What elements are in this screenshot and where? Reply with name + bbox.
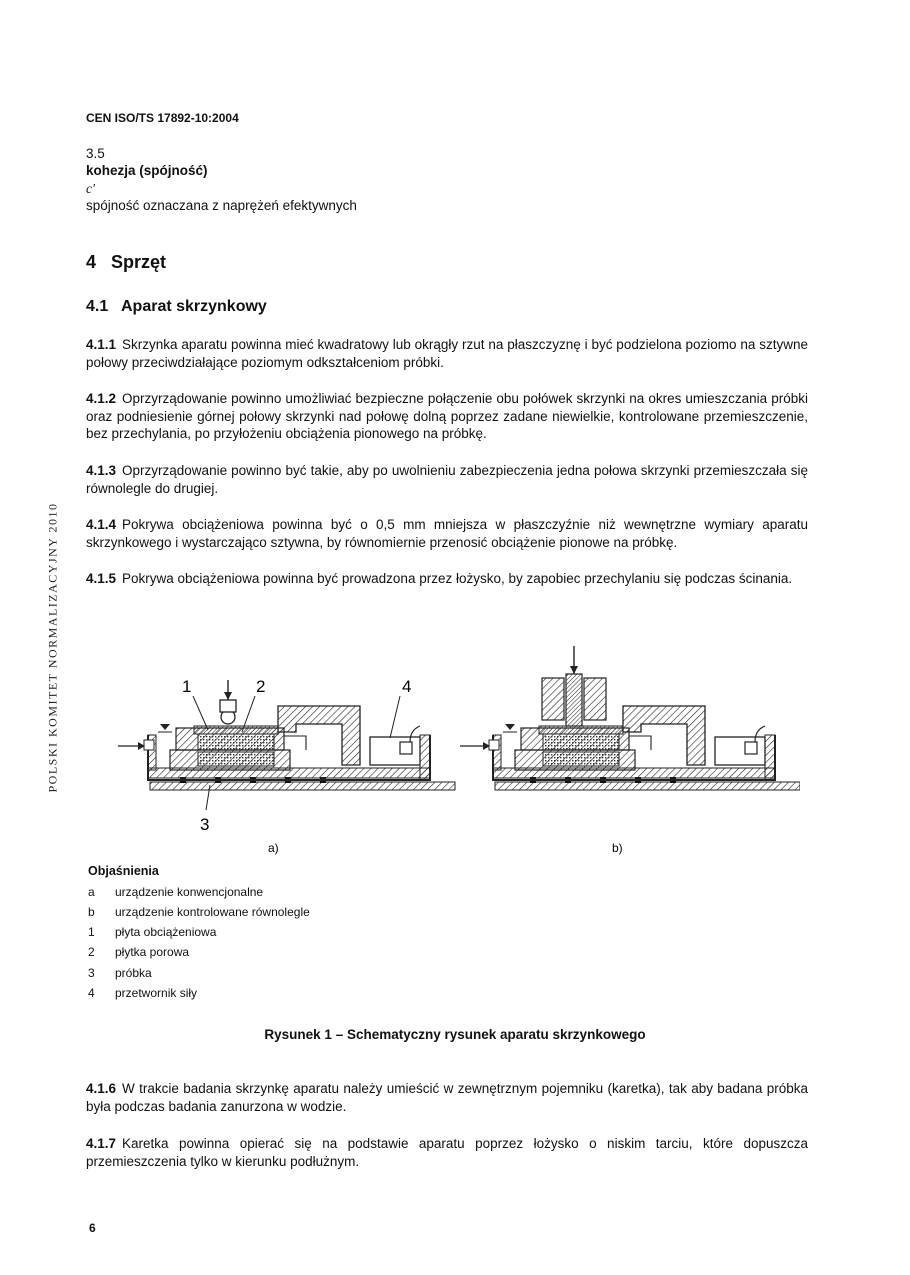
paragraph-text: Oprzyrządowanie powinno być takie, aby po uwolnieniu zabezpieczenia jedna połowa skrzynki przemieszczała się równolegle do drugiej. xyxy=(86,463,808,496)
definition-term: kohezja (spójność) xyxy=(86,163,208,178)
document-header: CEN ISO/TS 17892-10:2004 xyxy=(86,111,239,125)
page-number: 6 xyxy=(89,1221,96,1235)
figure-label-4: 4 xyxy=(402,677,412,696)
paragraph-number: 4.1.2 xyxy=(86,391,117,406)
legend-item: 2 płytka porowa xyxy=(88,945,190,959)
paragraph-number: 4.1.6 xyxy=(86,1081,117,1096)
paragraph-4-1-3 xyxy=(86,462,808,497)
paragraph-number: 4.1.5 xyxy=(86,571,117,586)
definition-symbol: c' xyxy=(86,181,95,196)
paragraph-4-1-7 xyxy=(86,1135,808,1170)
definition-number: 3.5 xyxy=(86,146,105,161)
paragraph-number: 4.1.1 xyxy=(86,337,117,352)
paragraph-number: 4.1.4 xyxy=(86,517,117,532)
legend-item: b urządzenie kontrolowane równolegle xyxy=(88,905,310,919)
paragraph-text: W trakcie badania skrzynkę aparatu należy umieścić w zewnętrznym pojemniku (karetka), tak aby badana próbka była podczas badania zanurzona w wodzie. xyxy=(86,1081,808,1114)
paragraph-text: Oprzyrządowanie powinno umożliwiać bezpieczne połączenie obu połówek skrzynki na okres umieszczania próbki oraz podniesienie górnej połowy skrzynki nad połowę dolną poprzez zadane niewielkie, kontrolowane przemieszczenie, bez przechylania, po przyłożeniu obciążenia pionowego na próbkę. xyxy=(86,391,808,441)
paragraph-4-1-1 xyxy=(86,336,808,371)
paragraph-text: Pokrywa obciążeniowa powinna być prowadzona przez łożysko, by zapobiec przechylaniu się podczas ścinania. xyxy=(122,571,793,586)
side-watermark-text: POLSKI KOMITET NORMALIZACYJNY 2010 xyxy=(45,502,60,793)
section-heading-4: 4 Sprzęt xyxy=(86,252,167,272)
paragraph-number: 4.1.7 xyxy=(86,1136,117,1151)
paragraph-4-1-2 xyxy=(86,390,808,443)
paragraph-4-1-4 xyxy=(86,516,808,551)
figure-label-3: 3 xyxy=(200,815,210,834)
drawing-b xyxy=(460,646,800,790)
paragraph-text: Karetka powinna opierać się na podstawie aparatu poprzez łożysko o niskim tarciu, które dopuszcza przemieszczenia tylko w kierunku podłużnym. xyxy=(86,1136,808,1169)
paragraph-text: Skrzynka aparatu powinna mieć kwadratowy lub okrągły rzut na płaszczyznę i być podzielona poziomo na sztywne połowy przeciwdziałające poziomym odkształceniom próbki. xyxy=(86,337,808,370)
definition-text: spójność oznaczana z naprężeń efektywnych xyxy=(86,198,357,213)
figure-caption: Rysunek 1 – Schematyczny rysunek aparatu skrzynkowego xyxy=(264,1027,646,1042)
figure-label-2: 2 xyxy=(256,677,266,696)
paragraph-text: Pokrywa obciążeniowa powinna być o 0,5 mm mniejsza w płaszczyźnie niż wewnętrzne wymiary aparatu skrzynkowego i wystarczająco sztywna, by równomiernie przenosić obciążenie pionowe na próbkę. xyxy=(86,517,808,550)
legend-item: 4 przetwornik siły xyxy=(88,986,198,1000)
shear-box-figure xyxy=(110,640,800,860)
legend-item: 3 próbka xyxy=(88,966,152,980)
sublabel-b: b) xyxy=(612,841,623,855)
paragraph-4-1-6 xyxy=(86,1080,808,1115)
legend-title: Objaśnienia xyxy=(88,864,159,878)
legend-item: 1 płyta obciążeniowa xyxy=(88,925,217,939)
drawing-a xyxy=(118,680,455,810)
side-watermark xyxy=(33,480,60,820)
sublabel-a: a) xyxy=(268,841,279,855)
legend-item: a urządzenie konwencjonalne xyxy=(88,885,264,899)
figure-label-1: 1 xyxy=(182,677,192,696)
paragraph-4-1-5 xyxy=(86,570,808,588)
paragraph-number: 4.1.3 xyxy=(86,463,117,478)
section-heading-4-1: 4.1 Aparat skrzynkowy xyxy=(86,298,267,315)
